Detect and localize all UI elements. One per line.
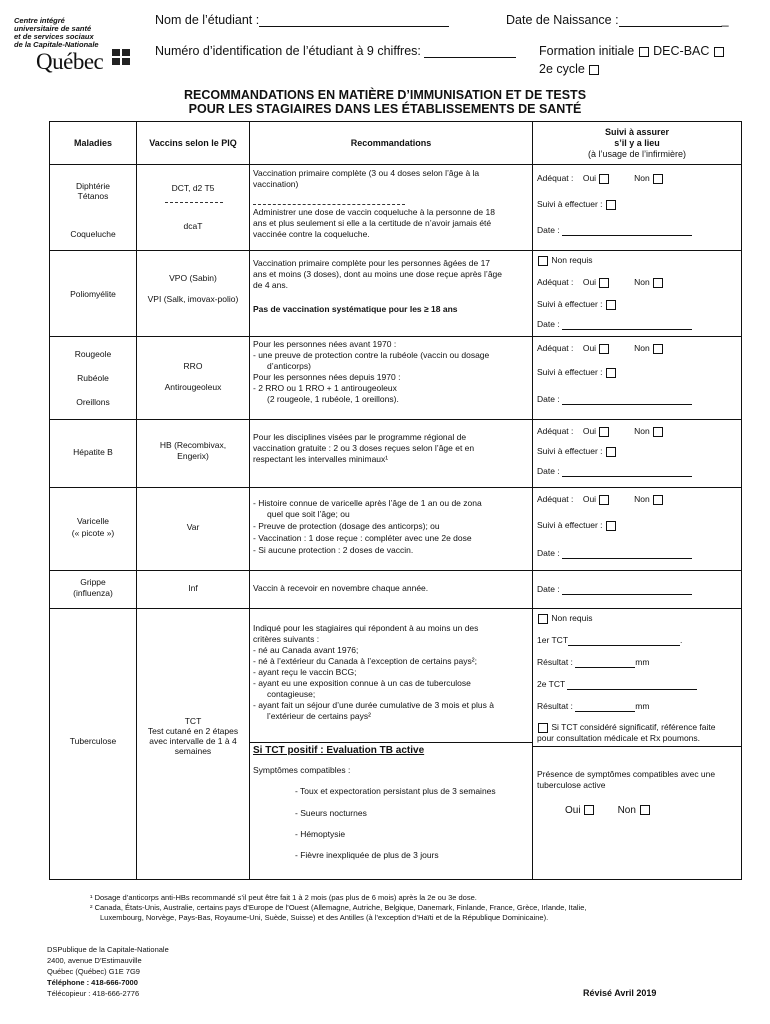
student-id-field[interactable]: Numéro d’identification de l’étudiant à 9 chiffres: [155, 44, 516, 58]
page-title-line-2: POUR LES STAGIAIRES DANS LES ÉTABLISSEMENTS DE SANTÉ [188, 102, 582, 116]
adequat-non-checkbox[interactable] [653, 278, 663, 288]
table-row-diphtheria: Diphtérie Tétanos Coqueluche DCT, d2 T5 dcaT Vaccination primaire complète (3 ou 4 doses selon l’âge à la vaccination) Administrer une dose de vaccin coqueluche à la personne de 18 ans et plus seulement si elle a la certitude de n’avoir jamais été vaccinée contre la coqueluche. Adéquat : Oui Non Suivi à effectuer : Date : [50, 165, 742, 251]
tct1-field[interactable]: 1er TCT . [537, 635, 683, 645]
table-row-polio: Poliomyélite VPO (Sabin) VPI (Salk, imovax-polio) Vaccination primaire complète pour les personnes âgées de 17 ans et moins (3 doses), dont au moins une dose reçue après l’âge de 4 ans. Pas de vaccination systématique pour les ≥ 18 ans Non requis Adéquat : Oui Non Suivi à effectuer : Date : [50, 251, 742, 337]
date-field[interactable]: Date : [537, 548, 692, 559]
org-line-1: Centre intégré [14, 16, 65, 25]
tct2-field[interactable]: 2e TCT [537, 679, 697, 690]
table-row-tuberculosis: Tuberculose TCT Test cutané en 2 étapes avec intervalle de 1 à 4 semaines Indiqué pour les stagiaires qui répondent à au moins un des critères suivants : - né au Canada avant 1976; - né à l’extérieur du Canada à l’exception de certains pays²; - ayant reçu le vaccin BCG; - ayant eu une exposition connue à un cas de tuberculose contagieuse; - ayant fait un séjour d’une durée cumulative de 3 mois et plus à l’extérieur de certains pays² Si TCT positif : Evaluation TB active Symptômes compatibles : - Toux et expectoration persistant plus de 3 semaines - Sueurs nocturnes - Hémoptysie - Fièvre inexpliquée de plus de 3 jours Non requis 1er TCT . Résultat : mm 2e TCT Résultat : mm Si TCT considéré significatif, référence faite pour consultation médicale et Rx poumons. Présence de symptômes compatibles avec une tuberculose active Oui Non [50, 609, 742, 880]
table-row-hepatitis-b: Hépatite B HB (Recombivax, Engerix) Pour les disciplines visées par le programme régional de vaccination gratuite : 2 ou 3 doses reçues selon l’âge et en respectant les intervalles minimaux¹ Adéquat : Oui Non Suivi à effectuer : Date : [50, 420, 742, 488]
formation-initiale-checkbox[interactable] [639, 47, 649, 57]
adequat-oui-checkbox[interactable] [599, 174, 609, 184]
second-cycle-checkbox[interactable] [589, 65, 599, 75]
date-field[interactable]: Date : [537, 394, 692, 405]
footnote-2b: Luxembourg, Norvège, Pays-Bas, Royaume-Uni, Suède, Suisse) et des Antilles (à l’exception d’Haïti et de la République Dominicaine). [100, 913, 549, 922]
table-row-varicella: Varicelle (« picote ») Var - Histoire connue de varicelle après l’âge de 1 an ou de zona quel que soit l’âge; ou - Preuve de protection (dosage des anticorps); ou - Vaccination : 1 dose reçue : compléter avec une 2e dose - Si aucune protection : 2 doses de vaccin. Adéquat : Oui Non Suivi à effectuer : Date : [50, 488, 742, 571]
student-name-field[interactable]: Nom de l’étudiant : [155, 13, 449, 27]
suivi-checkbox[interactable] [606, 200, 616, 210]
suivi-checkbox[interactable] [606, 447, 616, 457]
date-field[interactable]: Date : [537, 466, 692, 477]
address-line-3: Québec (Québec) G1E 7G9 [47, 967, 140, 976]
non-requis-checkbox[interactable] [538, 614, 548, 624]
adequat-non-checkbox[interactable] [653, 174, 663, 184]
revised-date: Révisé Avril 2019 [583, 988, 657, 998]
date-field[interactable]: Date : [537, 584, 692, 595]
non-requis-checkbox[interactable] [538, 256, 548, 266]
address-phone: Téléphone : 418-666-7000 [47, 978, 138, 987]
col-vaccines: Vaccins selon le PIQ [137, 122, 250, 165]
dec-bac-checkbox[interactable] [714, 47, 724, 57]
second-cycle-field: 2e cycle [539, 62, 600, 76]
address-fax: Télécopieur : 418-666-2776 [47, 989, 140, 998]
tct-significatif-checkbox[interactable] [538, 723, 548, 733]
adequat-oui-checkbox[interactable] [599, 278, 609, 288]
quebec-wordmark: Québec [36, 49, 104, 74]
page-title-line-1: RECOMMANDATIONS EN MATIÈRE D’IMMUNISATION ET DE TESTS [183, 88, 587, 102]
address-line-2: 2400, avenue D’Estimauville [47, 956, 142, 965]
org-line-4: de la Capitale-Nationale [14, 40, 99, 49]
adequat-oui-checkbox[interactable] [599, 427, 609, 437]
table-row-measles: Rougeole Rubéole Oreillons RRO Antirougeoleux Pour les personnes nées avant 1970 : - une preuve de protection contre la rubéole (vaccin ou dosage d’anticorps) Pour les personnes nées depuis 1970 : - 2 RRO ou 1 RRO + 1 antirougeoleux (2 rougeole, 1 rubéole, 1 oreillons). Adéquat : Oui Non Suivi à effectuer : Date : [50, 337, 742, 420]
birth-date-field[interactable]: Date de Naissance : _ [506, 13, 729, 27]
resultat1-field[interactable]: Résultat : mm [537, 657, 650, 667]
suivi-checkbox[interactable] [606, 368, 616, 378]
org-line-3: et de services sociaux [14, 32, 94, 41]
symptomes-non-checkbox[interactable] [640, 805, 650, 815]
table-row-influenza: Grippe (influenza) Inf Vaccin à recevoir en novembre chaque année. Date : [50, 571, 742, 609]
suivi-checkbox[interactable] [606, 521, 616, 531]
adequat-non-checkbox[interactable] [653, 427, 663, 437]
footnote-2a: ² Canada, États-Unis, Australie, certains pays d’Europe de l’Ouest (Allemagne, Autriche, Belgique, Danemark, Finlande, France, Grèce, Irlande, Italie, [90, 903, 587, 912]
address-line-1: DSPublique de la Capitale-Nationale [47, 945, 169, 954]
symptomes-oui-checkbox[interactable] [584, 805, 594, 815]
adequat-non-checkbox[interactable] [653, 495, 663, 505]
org-line-2: universitaire de santé [14, 24, 92, 33]
resultat2-field[interactable]: Résultat : mm [537, 701, 650, 711]
suivi-checkbox[interactable] [606, 300, 616, 310]
adequat-oui-checkbox[interactable] [599, 495, 609, 505]
adequat-non-checkbox[interactable] [653, 344, 663, 354]
col-recommendations: Recommandations [250, 122, 533, 165]
table-header-row [50, 122, 742, 165]
date-field[interactable]: Date : [537, 225, 692, 236]
date-field[interactable]: Date : [537, 319, 692, 330]
col-diseases: Maladies [50, 122, 137, 165]
immunization-table [49, 121, 742, 880]
formation-checkboxes: Formation initiale DEC-BAC [539, 44, 725, 58]
adequat-oui-checkbox[interactable] [599, 344, 609, 354]
footnote-1: ¹ Dosage d’anticorps anti-HBs recommandé s’il peut être fait 1 à 2 mois (pas plus de 6 mois) après la 2e ou 3e dose. [90, 893, 477, 902]
col-followup: Suivi à assurer s’il y a lieu (à l’usage de l’infirmière) [533, 122, 742, 165]
